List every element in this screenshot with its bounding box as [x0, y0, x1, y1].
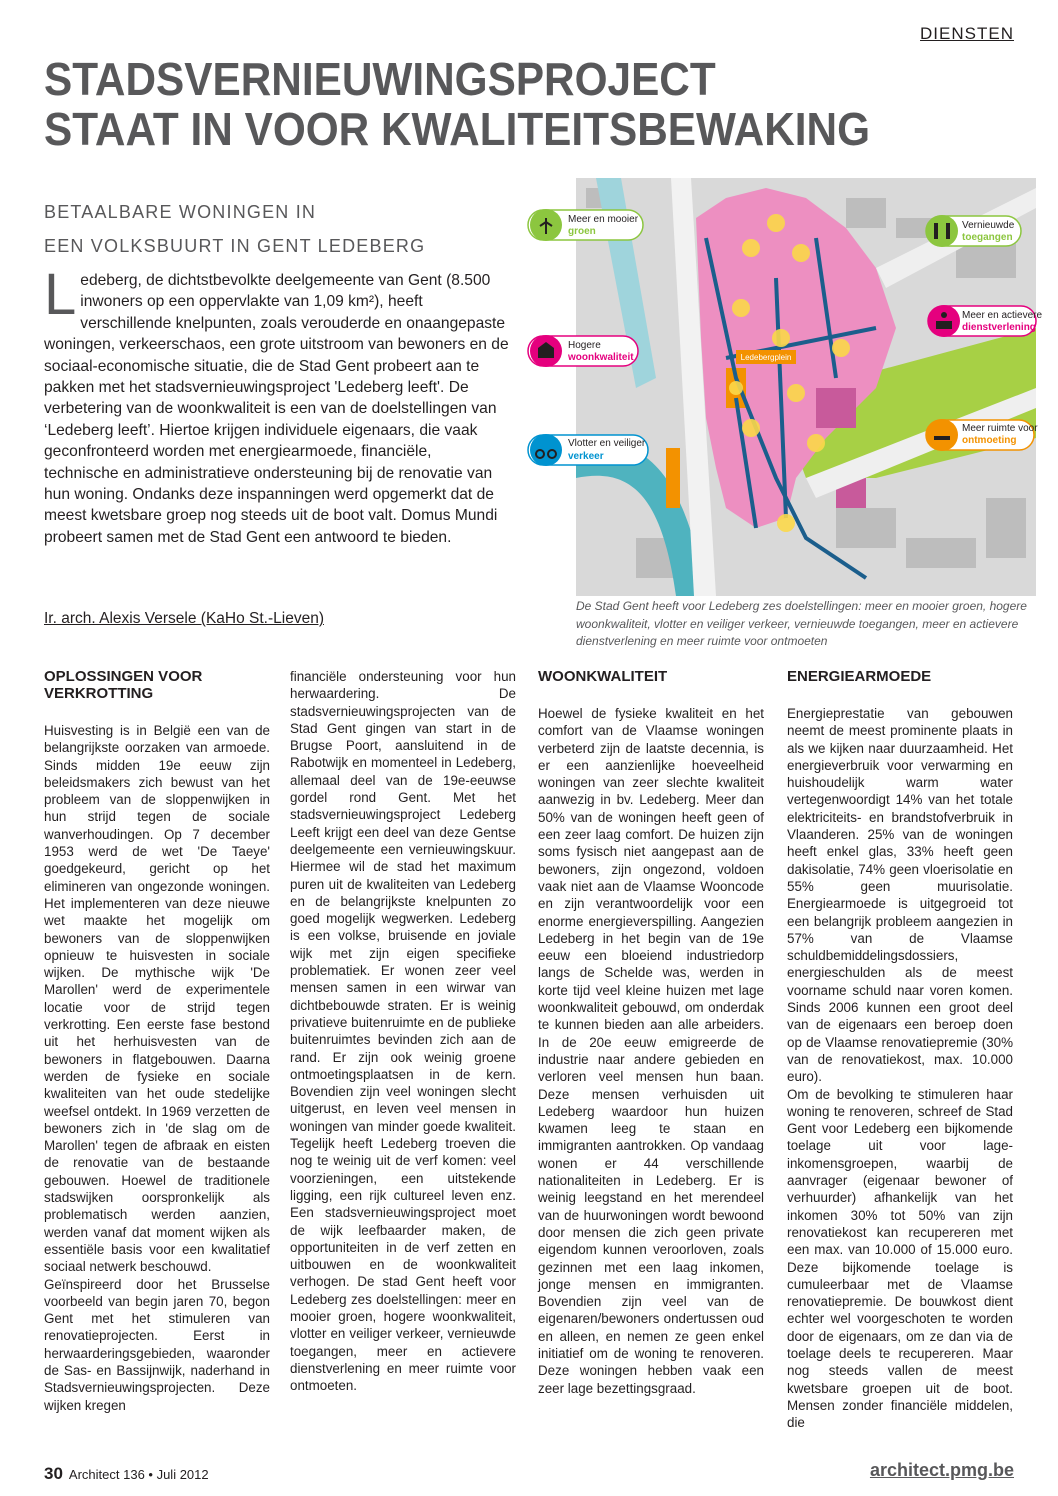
intro-text: edeberg, de dichtstbevolkte deelgemeente van Gent (8.500 inwoners op een oppervlakte van 1,09 km²), heeft verschillende knelpunten, zoals verouderde en onaangepaste woningen, verkeerschaos, een grote uitstroom van bewoners en de sociaal-economische situatie, die de Stad Gent probeert aan te pakken met het stadsvernieuwingsproject 'Ledeberg leeft'. De verbetering van de woonkwaliteit is een van de doelstellingen van ‘Ledeberg leeft’. Hiertoe krijgen individuele eigenaars, die vaak geconfronteerd worden met energiearmoede, financiële, technische en administratieve ondersteuning bij de renovatie van hun woning. Ondanks deze inspanningen werd opgemerkt dat de meest kwetsbare groep nog steeds uit de boot valt. Domus Mundi probeert samen met de Stad Gent een antwoord te bieden.	[44, 272, 509, 546]
badge-ontmoeting-line2: ontmoeting	[962, 435, 1017, 446]
issue-info: Architect 136 • Juli 2012	[68, 1467, 209, 1482]
col2-paragraph: financiële ondersteuning voor hun herwaardering. De stadsvernieuwingsprojecten van de Stad Gent gingen van start in de Brugse Poort, aansluitend in de Rabotwijk en momenteel in Ledeberg, allemaal deel van de 19e-eeuwse gordel rond Gent. Met het stadsvernieuwingsproject Ledeberg Leeft krijgt een deel van deze Gentse deelgemeente een vernieuwingskuur. Hiermee wil de stad het maximum puren uit de kwaliteiten van Ledeberg en de belangrijkste knelpunten zo goed mogelijk wegwerken. Ledeberg is een volkse, bruisende en joviale wijk met zijn eigen specifieke problematiek. Er wonen zeer veel mensen samen in een wirwar van dichtbebouwde straten. Er is weinig privatieve buitenruimte en de publieke buitenruimtes bevinden zich aan de rand. Er zijn ook weinig groene ontmoetingsplaatsen in de kern. Bovendien zijn veel woningen slecht uitgerust, en leven veel mensen in woningen van minder goede kwaliteit. Tegelijk heeft Ledeberg troeven die nog te weinig uit de verf komen: veel voorzieningen, een uitstekende ligging, een rijk cultureel leven enz. Een stadsvernieuwingsproject moet de wijk leefbaarder maken, de opportuniteiten in de verf zetten en uitbouwen en de woonkwaliteit verhogen. De stad Gent heeft voor Ledeberg zes doelstellingen: meer en mooier groen, hogere woonkwaliteit, vlotter en veiliger verkeer, vernieuwde toegangen, meer en actievere dienstverlening en meer ruimte voor ontmoeten.	[290, 669, 516, 1394]
badge-groen-line2: groen	[568, 226, 596, 237]
badge-groen	[528, 209, 643, 241]
access-orange-1	[666, 448, 680, 508]
headline	[44, 54, 946, 154]
column-2	[290, 668, 516, 1394]
badge-groen-line1: Meer en mooier	[568, 214, 639, 225]
badge-ontmoeting	[926, 419, 1038, 451]
heading-woonkwaliteit: WOONKWALITEIT	[538, 668, 668, 685]
badge-woonkwaliteit-line1: Hogere	[568, 340, 601, 351]
dropcap: L	[44, 262, 77, 327]
badge-toegangen	[926, 215, 1021, 247]
heading-energiearmoede: ENERGIEARMOEDE	[787, 668, 932, 685]
badge-dienstverlening-line2: dienstverlening	[962, 322, 1036, 333]
col4-paragraph-2: Om de bevolking te stimuleren haar woning te renoveren, schreef de Stad Gent voor Ledeberg een bijkomende toelage uit voor lage-inkomensgroepen, waarbij de aanvrager (eigenaar bewoner of verhuurder) afhankelijk van het inkomen 30% tot 50% van zijn renovatiekost kan recupereren met een max. van 10.000 of 15.000 euro. Deze bijkomende toelage is cumuleerbaar met de Vlaamse renovatiepremie. De bouwkost dient echter wel voorgeschoten te worden door de eigenaars, om ze dan via de toelage deels te recupereren. Maar nog steeds vallen de meest kwetsbare groepen uit de boot. Mensen zonder financiële middelen, die	[787, 1086, 1013, 1431]
badge-dienstverlening-line1: Meer en actievere	[962, 310, 1043, 321]
gate-icon	[926, 215, 958, 247]
intro-paragraph	[44, 262, 509, 548]
subtitle-line-2: EEN VOLKSBUURT IN GENT LEDEBERG	[44, 236, 426, 256]
footer-url-link[interactable]: architect.pmg.be	[869, 1460, 1014, 1480]
column-4	[787, 668, 1013, 1431]
subtitle-line-1: BETAALBARE WONINGEN IN	[44, 202, 317, 222]
map-caption: De Stad Gent heeft voor Ledeberg zes doelstellingen: meer en mooier groen, hogere woonkwaliteit, vlotter en veiliger verkeer, vernieuwde toegangen, meer en actievere dienstverlening en meer ruimte voor ontmoeten	[576, 599, 1027, 648]
people-table-icon	[926, 419, 958, 451]
page-number: 30	[44, 1464, 63, 1483]
col3-paragraph: Hoewel de fysieke kwaliteit en het comfort van de Vlaamse woningen verbeterd zijn de laatste decennia, is er een aanzienlijke hoeveelheid woningen van zeer slechte kwaliteit aanwezig in bv. Ledeberg. Meer dan 50% van de woningen heeft geen of een zeer laag comfort. De huizen zijn soms fysisch niet aangepast aan de bewoners, zijn ongezond, voldoen vaak niet aan de Vlaamse Wooncode en zijn verantwoordelijk voor een enorme energieverspilling. Aangezien Ledeberg in het begin van de 19e eeuw een bloeiend industriedorp langs de Schelde was, werden in korte tijd veel kleine huizen met lage woonkwaliteit gebouwd, om onderdak te kunnen bieden aan alle arbeiders. In de 20e eeuw emigreerde de industrie naar andere gebieden en verloren veel mensen hun baan. Deze mensen verhuisden uit Ledeberg waardoor hun huizen kwamen leeg te staan en immigranten aantrokken. Op vandaag wonen er 44 verschillende nationaliteiten in Ledeberg. Er is weinig leegstand en het merendeel van de huurwoningen wordt bewoond door mensen die zich geen private eigendom kunnen veroorloven, zoals gezinnen met een laag inkomen, jonge mensen en immigranten. Bovendien zijn veel van de eigenaren/bewoners ondertussen oud en alleen, en nemen ze geen enkel initiatief om de woning te renoveren. Deze woningen hebben vaak een zeer lage bezettingsgraad.	[538, 706, 764, 1396]
headline-line-1: STADSVERNIEUWINGSPROJECT	[44, 53, 716, 105]
badge-verkeer-line1: Vlotter en veiliger	[568, 438, 646, 449]
badge-dienstverlening	[928, 305, 1042, 337]
street-label: Ledebergplein	[740, 353, 792, 362]
column-1	[44, 668, 270, 1414]
section-tag: DIENSTEN	[920, 24, 1014, 43]
badge-woonkwaliteit-line2: woonkwaliteit	[568, 352, 634, 363]
column-3	[538, 668, 764, 1397]
headline-line-2: STAAT IN VOOR KWALITEITSBEWAKING	[44, 103, 871, 155]
col1-paragraph-1: Huisvesting is in België een van de belangrijkste oorzaken van armoede. Sinds midden 19e eeuw zijn beleidsmakers zich bewust van het probleem van de sloppenwijken in hun strijd tegen de sociale wanverhoudingen. Op 7 december 1953 werd de wet 'De Taeye' goedgekeurd, gericht op het elimineren van ongezonde woningen. Het implementeren van deze nieuwe wet maakte het mogelijk om bewoners van de sloppenwijken opnieuw te huisvesten in sociale wijken. De mythische wijk 'De Marollen' werd de experimentele locatie voor de strijd tegen verkrotting. Een eerste fase bestond uit het herhuisvesten van de bewoners in flatgebouwen. Daarna werden de fysieke en sociale kwaliteiten van het oude stedelijke weefsel ontdekt. In 1969 verzetten de bewoners zich in 'de slag om de Marollen' tegen de afbraak en eisten de renovatie van de bestaande gebouwen. Hoewel de traditionele stadswijken oorspronkelijk als problematisch werden aanzien, werden vanaf dat moment wijken als essentiële basis voor een kwalitatief sociaal netwerk beschouwd.	[44, 723, 270, 1275]
badge-woonkwaliteit	[528, 335, 638, 367]
badge-verkeer	[528, 434, 648, 466]
block-magenta-1	[816, 388, 856, 428]
col4-paragraph-1: Energieprestatie van gebouwen neemt de meest prominente plaats in als we kijken naar duurzaamheid. Het energieverbruik voor verwarming en huishoudelijk warm water vertegenwoordigt 14% van het totale elektriciteits- en brandstofverbruik in Vlaanderen. 25% van de woningen heeft enkel glas, 33% heeft geen dakisolatie, 74% geen vloerisolatie en 55% geen muurisolatie. Energiearmoede is uitgegroeid tot een belangrijk probleem aangezien in 57% van de Vlaamse schuldbemiddelingsdossiers, energieschulden als de meest voorname schuld naar voren komen. Sinds 2006 kunnen een groot deel van de eigenaars een beroep doen op de Vlaamse renovatiepremie (30% van de renovatiekost, max. 10.000 euro).	[787, 706, 1013, 1085]
badge-verkeer-line2: verkeer	[568, 451, 604, 462]
badge-toegangen-line2: toegangen	[962, 232, 1013, 243]
heading-verkrotting: OPLOSSINGEN VOOR VERKROTTING	[44, 668, 203, 702]
col1-paragraph-2: Geïnspireerd door het Brusselse voorbeeld van begin jaren 70, begon Gent met het stimuleren van renovatieprojecten. Eerst in herwaarderingsgebieden, waaronder de Sas- en Bassijnwijk, naderhand in Stadsvernieuwingsprojecten. Deze wijken kregen	[44, 1276, 270, 1413]
badge-toegangen-line1: Vernieuwde	[962, 220, 1015, 231]
bicycle-icon	[530, 434, 562, 466]
author-byline: Ir. arch. Alexis Versele (KaHo St.-Lieven)	[44, 610, 324, 627]
badge-ontmoeting-line1: Meer ruimte voor	[962, 423, 1038, 434]
ledeberg-map	[568, 178, 1043, 596]
footer-left	[44, 1464, 209, 1484]
